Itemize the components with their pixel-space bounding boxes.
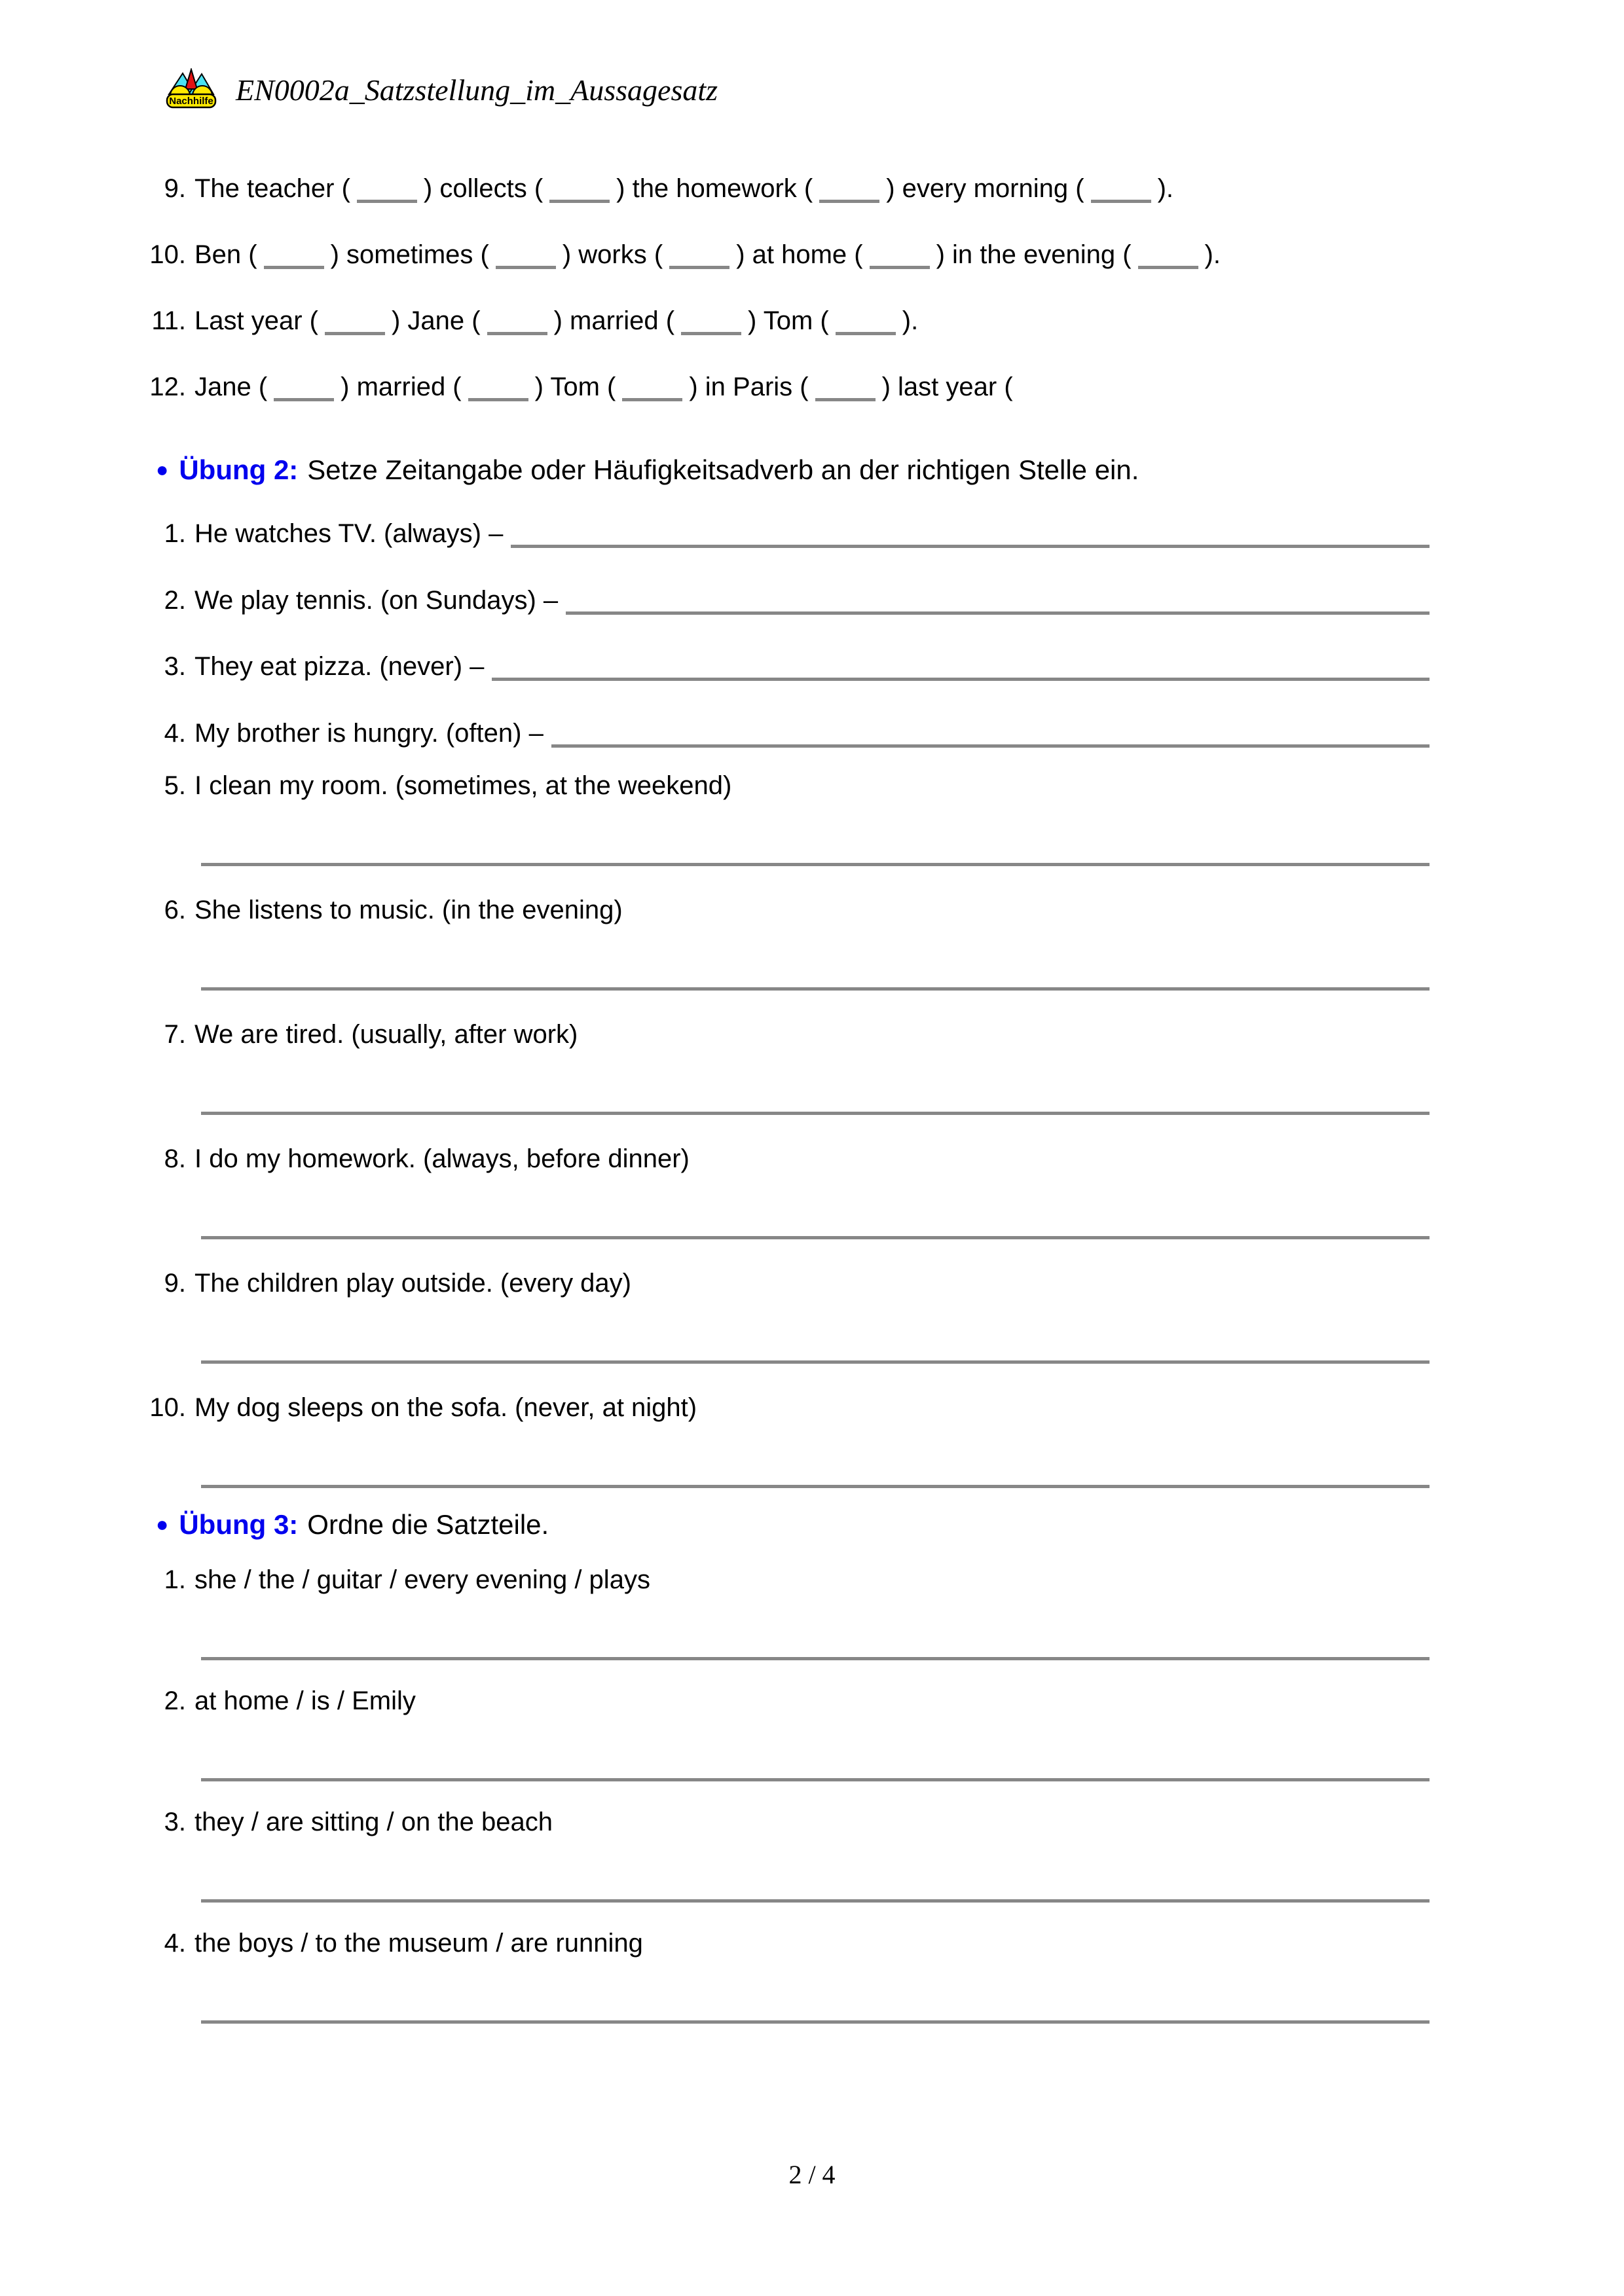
fill-blank xyxy=(1138,241,1198,269)
item-number: 1. xyxy=(164,519,186,548)
fill-blank xyxy=(264,241,324,269)
fill-blank xyxy=(274,373,334,401)
answer-line xyxy=(201,1657,1430,1660)
fill-blank xyxy=(1091,175,1151,203)
item-number: 7. xyxy=(164,1020,186,1049)
item-text: They eat pizza. (never) – xyxy=(194,652,485,681)
item-number: 10. xyxy=(149,240,186,269)
item-number: 3. xyxy=(164,652,186,681)
item-number: 6. xyxy=(164,896,186,924)
item-number: 1. xyxy=(164,1565,186,1594)
fill-blank xyxy=(549,175,610,203)
ex2-item-row xyxy=(118,651,1430,682)
item-text: Jane ( ) married ( ) Tom ( ) in Paris ( ) last year ( xyxy=(194,373,1013,401)
bullet-icon: ● xyxy=(156,458,169,481)
answer-line xyxy=(201,1112,1430,1115)
item-text: the boys / to the museum / are running xyxy=(194,1929,643,1958)
ex2-item-row xyxy=(118,1267,1430,1299)
item-text: they / are sitting / on the beach xyxy=(194,1808,553,1836)
item-number: 2. xyxy=(164,586,186,615)
document-title: EN0002a_Satzstellung_im_Aussagesatz xyxy=(236,73,718,107)
uebung3-instruction: Ordne die Satzteile. xyxy=(307,1509,549,1540)
item-number: 2. xyxy=(164,1686,186,1715)
fill-blank xyxy=(681,307,741,335)
bullet-icon: ● xyxy=(156,1512,169,1536)
answer-line xyxy=(551,718,1430,748)
fill-blank xyxy=(487,307,547,335)
item-text: We are tired. (usually, after work) xyxy=(194,1020,578,1049)
ex1-item-row xyxy=(118,371,1430,403)
fill-blank xyxy=(836,307,896,335)
ex3-item-row xyxy=(118,1927,1430,1959)
item-text: I do my homework. (always, before dinner) xyxy=(194,1144,690,1173)
ex3-item-row xyxy=(118,1685,1430,1717)
answer-line xyxy=(201,863,1430,866)
uebung2-heading xyxy=(156,453,1139,486)
item-text: The teacher ( ) collects ( ) the homework ( ) every morning ( ). xyxy=(194,174,1173,203)
answer-line xyxy=(201,987,1430,991)
ex3-item-row xyxy=(118,1806,1430,1838)
item-text: My dog sleeps on the sofa. (never, at night) xyxy=(194,1393,697,1422)
item-number: 4. xyxy=(164,719,186,748)
ex1-item-row xyxy=(118,305,1430,337)
item-text: Ben ( ) sometimes ( ) works ( ) at home ( ) in the evening ( ). xyxy=(194,240,1221,269)
item-number: 4. xyxy=(164,1929,186,1958)
fill-blank xyxy=(325,307,385,335)
ex2-item-row xyxy=(118,518,1430,549)
ex2-item-row xyxy=(118,718,1430,749)
item-text: We play tennis. (on Sundays) – xyxy=(194,586,559,615)
uebung2-instruction: Setze Zeitangabe oder Häufigkeitsadverb an der richtigen Stelle ein. xyxy=(307,454,1139,485)
answer-line xyxy=(201,1360,1430,1364)
item-number: 9. xyxy=(164,1269,186,1298)
ex2-item-row xyxy=(118,770,1430,801)
fill-blank xyxy=(357,175,417,203)
item-number: 5. xyxy=(164,771,186,800)
item-number: 8. xyxy=(164,1144,186,1173)
fill-blank xyxy=(468,373,528,401)
fill-blank xyxy=(669,241,729,269)
item-text: She listens to music. (in the evening) xyxy=(194,896,623,924)
item-number: 3. xyxy=(164,1808,186,1836)
ex2-item-row xyxy=(118,1392,1430,1423)
item-number: 11. xyxy=(151,306,186,335)
item-text: My brother is hungry. (often) – xyxy=(194,719,544,748)
answer-line xyxy=(201,1778,1430,1781)
item-text: at home / is / Emily xyxy=(194,1686,416,1715)
answer-line xyxy=(511,518,1430,548)
fill-blank xyxy=(496,241,556,269)
page-number: 2 / 4 xyxy=(788,2160,836,2189)
logo-text: Nachhilfe xyxy=(169,96,213,107)
ex1-item-row xyxy=(118,173,1430,204)
ex2-item-row xyxy=(118,1019,1430,1050)
uebung2-label: Übung 2: xyxy=(179,454,299,485)
fill-blank xyxy=(870,241,930,269)
page-header xyxy=(165,68,718,109)
nachhilfe-logo-icon xyxy=(165,68,217,109)
ex2-item-row xyxy=(118,894,1430,926)
answer-line xyxy=(201,2020,1430,2024)
ex3-item-row xyxy=(118,1564,1430,1595)
answer-line xyxy=(201,1236,1430,1239)
item-text: The children play outside. (every day) xyxy=(194,1269,631,1298)
item-text: Last year ( ) Jane ( ) married ( ) Tom ( ). xyxy=(194,306,919,335)
item-number: 12. xyxy=(149,373,186,401)
item-text: He watches TV. (always) – xyxy=(194,519,504,548)
item-text: she / the / guitar / every evening / plays xyxy=(194,1565,650,1594)
answer-line xyxy=(492,651,1430,681)
answer-line xyxy=(566,585,1430,615)
fill-blank xyxy=(815,373,876,401)
item-number: 9. xyxy=(164,174,186,203)
uebung3-label: Übung 3: xyxy=(179,1509,299,1540)
answer-line xyxy=(201,1485,1430,1488)
fill-blank xyxy=(819,175,879,203)
ex1-item-row xyxy=(118,239,1430,270)
fill-blank xyxy=(622,373,682,401)
answer-line xyxy=(201,1899,1430,1903)
item-text: I clean my room. (sometimes, at the weekend) xyxy=(194,771,732,800)
ex2-item-row xyxy=(118,1143,1430,1175)
item-number: 10. xyxy=(149,1393,186,1422)
ex2-item-row xyxy=(118,585,1430,616)
uebung3-heading xyxy=(156,1508,549,1541)
